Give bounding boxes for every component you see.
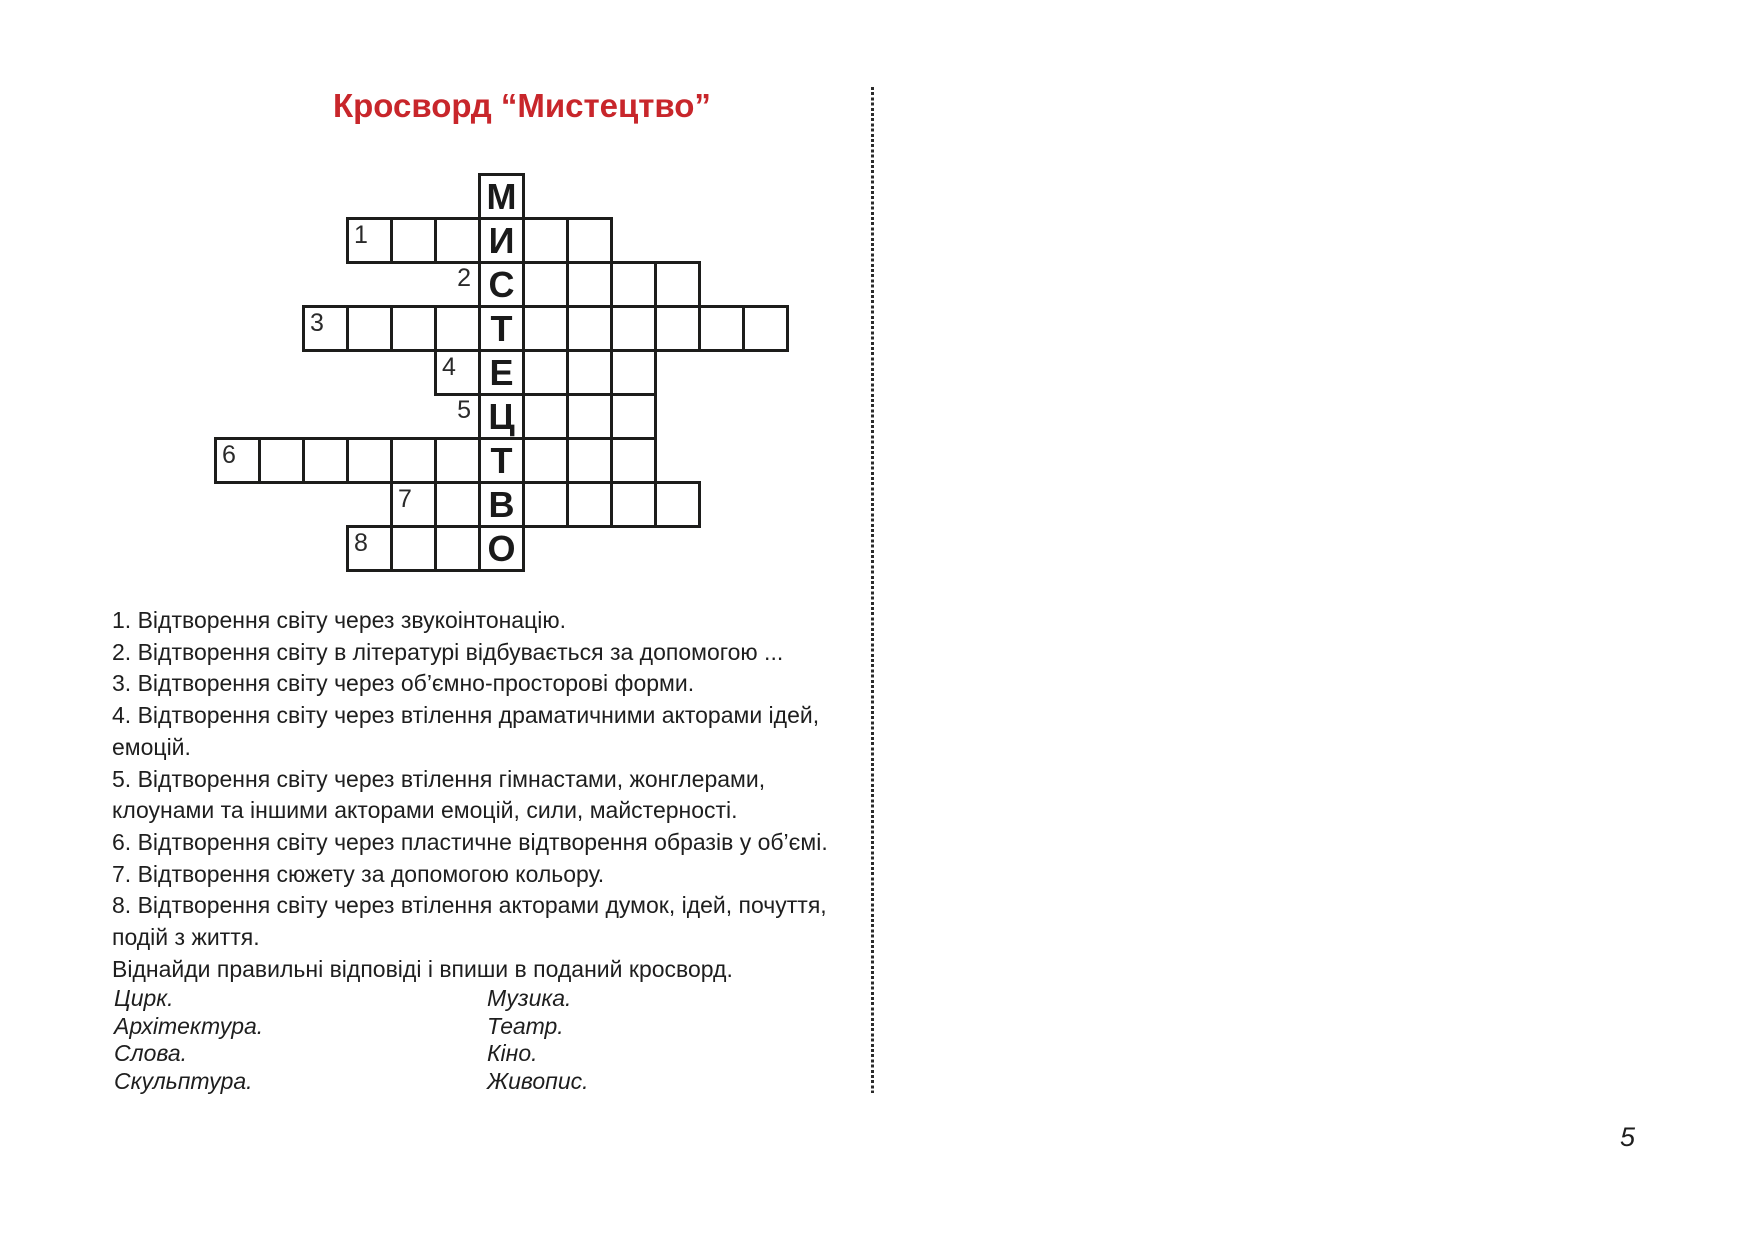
- crossword-cell: [610, 393, 657, 440]
- crossword-cell: [654, 261, 701, 308]
- crossword-cell: [478, 173, 525, 220]
- instruction-line: Віднайди правильні відповіді і впиши в поданий кросворд.: [112, 955, 733, 982]
- crossword-cell: [610, 437, 657, 484]
- crossword-cell: [522, 349, 569, 396]
- clue-number: 6: [222, 441, 236, 469]
- crossword-cell: [478, 349, 525, 396]
- crossword-cell: [566, 217, 613, 264]
- answer-item: Кіно.: [487, 1040, 538, 1066]
- crossword-cell: [566, 481, 613, 528]
- clues-list: [112, 605, 828, 985]
- answer-item: Живопис.: [487, 1067, 589, 1094]
- crossword-cell: [302, 305, 349, 352]
- dashed-page-divider: [871, 87, 874, 1093]
- crossword-cell: [522, 393, 569, 440]
- answers-column-right: [487, 985, 589, 1095]
- clue-line: 2. Відтворення світу в літературі відбувається за допомогою ...: [112, 638, 784, 665]
- crossword-cell: [302, 437, 349, 484]
- clue-line: подій з життя.: [112, 924, 260, 951]
- crossword-cell: [478, 305, 525, 352]
- crossword-cell: [610, 305, 657, 352]
- clue-line: 7. Відтворення сюжету за допомогою кольору.: [112, 860, 605, 887]
- crossword-cell: [390, 305, 437, 352]
- crossword-cell: [478, 525, 525, 572]
- crossword-cell: [522, 305, 569, 352]
- clue-number: 7: [398, 485, 412, 513]
- crossword-cell: [698, 305, 745, 352]
- crossword-cell: [258, 437, 305, 484]
- answer-item: Цирк.: [114, 985, 174, 1011]
- crossword-cell: [346, 305, 393, 352]
- crossword-cell: [434, 481, 481, 528]
- crossword-cell: [566, 305, 613, 352]
- crossword-cell: [522, 261, 569, 308]
- crossword-cell: [346, 437, 393, 484]
- clue-number: 4: [442, 353, 456, 381]
- crossword-cell: [434, 437, 481, 484]
- crossword-cell: [566, 261, 613, 308]
- answer-item: Музика.: [487, 985, 572, 1011]
- clue-number: 8: [354, 529, 368, 557]
- crossword-cell: [522, 481, 569, 528]
- answer-item: Театр.: [487, 1012, 564, 1039]
- page-number: 5: [1620, 1122, 1636, 1152]
- clue-number: 5: [457, 396, 471, 424]
- clue-line: клоунами та іншими акторами емоцій, сили, майстерності.: [112, 797, 738, 824]
- clue-number: 3: [310, 309, 324, 337]
- answers-column-left: [114, 985, 263, 1095]
- crossword-cell: [478, 437, 525, 484]
- crossword-cell: [566, 349, 613, 396]
- crossword-cell: [742, 305, 789, 352]
- page-title: Кросворд “Мистецтво”: [333, 87, 711, 124]
- crossword-cell: [478, 217, 525, 264]
- clue-line: 8. Відтворення світу через втілення акторами думок, ідей, почуття,: [112, 892, 827, 919]
- crossword-cell: [478, 261, 525, 308]
- crossword-letter: М: [486, 175, 517, 217]
- answer-item: Скульптура.: [114, 1067, 253, 1094]
- crossword-cell: [654, 305, 701, 352]
- crossword-cell: [478, 393, 525, 440]
- crossword-letter: Ц: [488, 395, 515, 437]
- crossword-cell: [390, 437, 437, 484]
- crossword-cell: [434, 349, 481, 396]
- crossword-letter: В: [488, 483, 515, 525]
- clue-line: 3. Відтворення світу через об’ємно-просторові форми.: [112, 670, 695, 697]
- crossword-cell: [214, 437, 261, 484]
- clue-line: 1. Відтворення світу через звукоінтонацію.: [112, 607, 567, 633]
- crossword-cell: [434, 217, 481, 264]
- crossword-letter: С: [488, 263, 515, 305]
- crossword-cell: [478, 481, 525, 528]
- crossword-letter: Т: [490, 307, 513, 349]
- crossword-cell: [610, 481, 657, 528]
- crossword-cell: [522, 437, 569, 484]
- crossword-letter: О: [487, 527, 516, 569]
- crossword-cell: [390, 525, 437, 572]
- crossword-letter: Т: [490, 439, 513, 481]
- crossword-cell: [566, 437, 613, 484]
- crossword-cell: [610, 261, 657, 308]
- clue-line: емоцій.: [112, 733, 191, 760]
- crossword-cell: [346, 217, 393, 264]
- crossword-cell: [390, 481, 437, 528]
- crossword-cell: [610, 349, 657, 396]
- clue-line: 5. Відтворення світу через втілення гімнастами, жонглерами,: [112, 765, 766, 792]
- crossword-cell: [346, 525, 393, 572]
- clue-number: 1: [354, 221, 368, 249]
- clue-number: 2: [457, 264, 471, 292]
- answer-item: Слова.: [114, 1040, 188, 1066]
- clue-line: 6. Відтворення світу через пластичне відтворення образів у об’ємі.: [112, 828, 828, 855]
- crossword-cell: [434, 305, 481, 352]
- crossword-letter: И: [488, 219, 515, 261]
- crossword-cell: [654, 481, 701, 528]
- crossword-letter: Е: [489, 351, 514, 393]
- crossword-cell: [522, 217, 569, 264]
- crossword-cell: [434, 525, 481, 572]
- crossword-cell: [566, 393, 613, 440]
- answer-item: Архітектура.: [114, 1012, 264, 1039]
- clue-line: 4. Відтворення світу через втілення драматичними акторами ідей,: [112, 702, 820, 729]
- crossword-cell: [390, 217, 437, 264]
